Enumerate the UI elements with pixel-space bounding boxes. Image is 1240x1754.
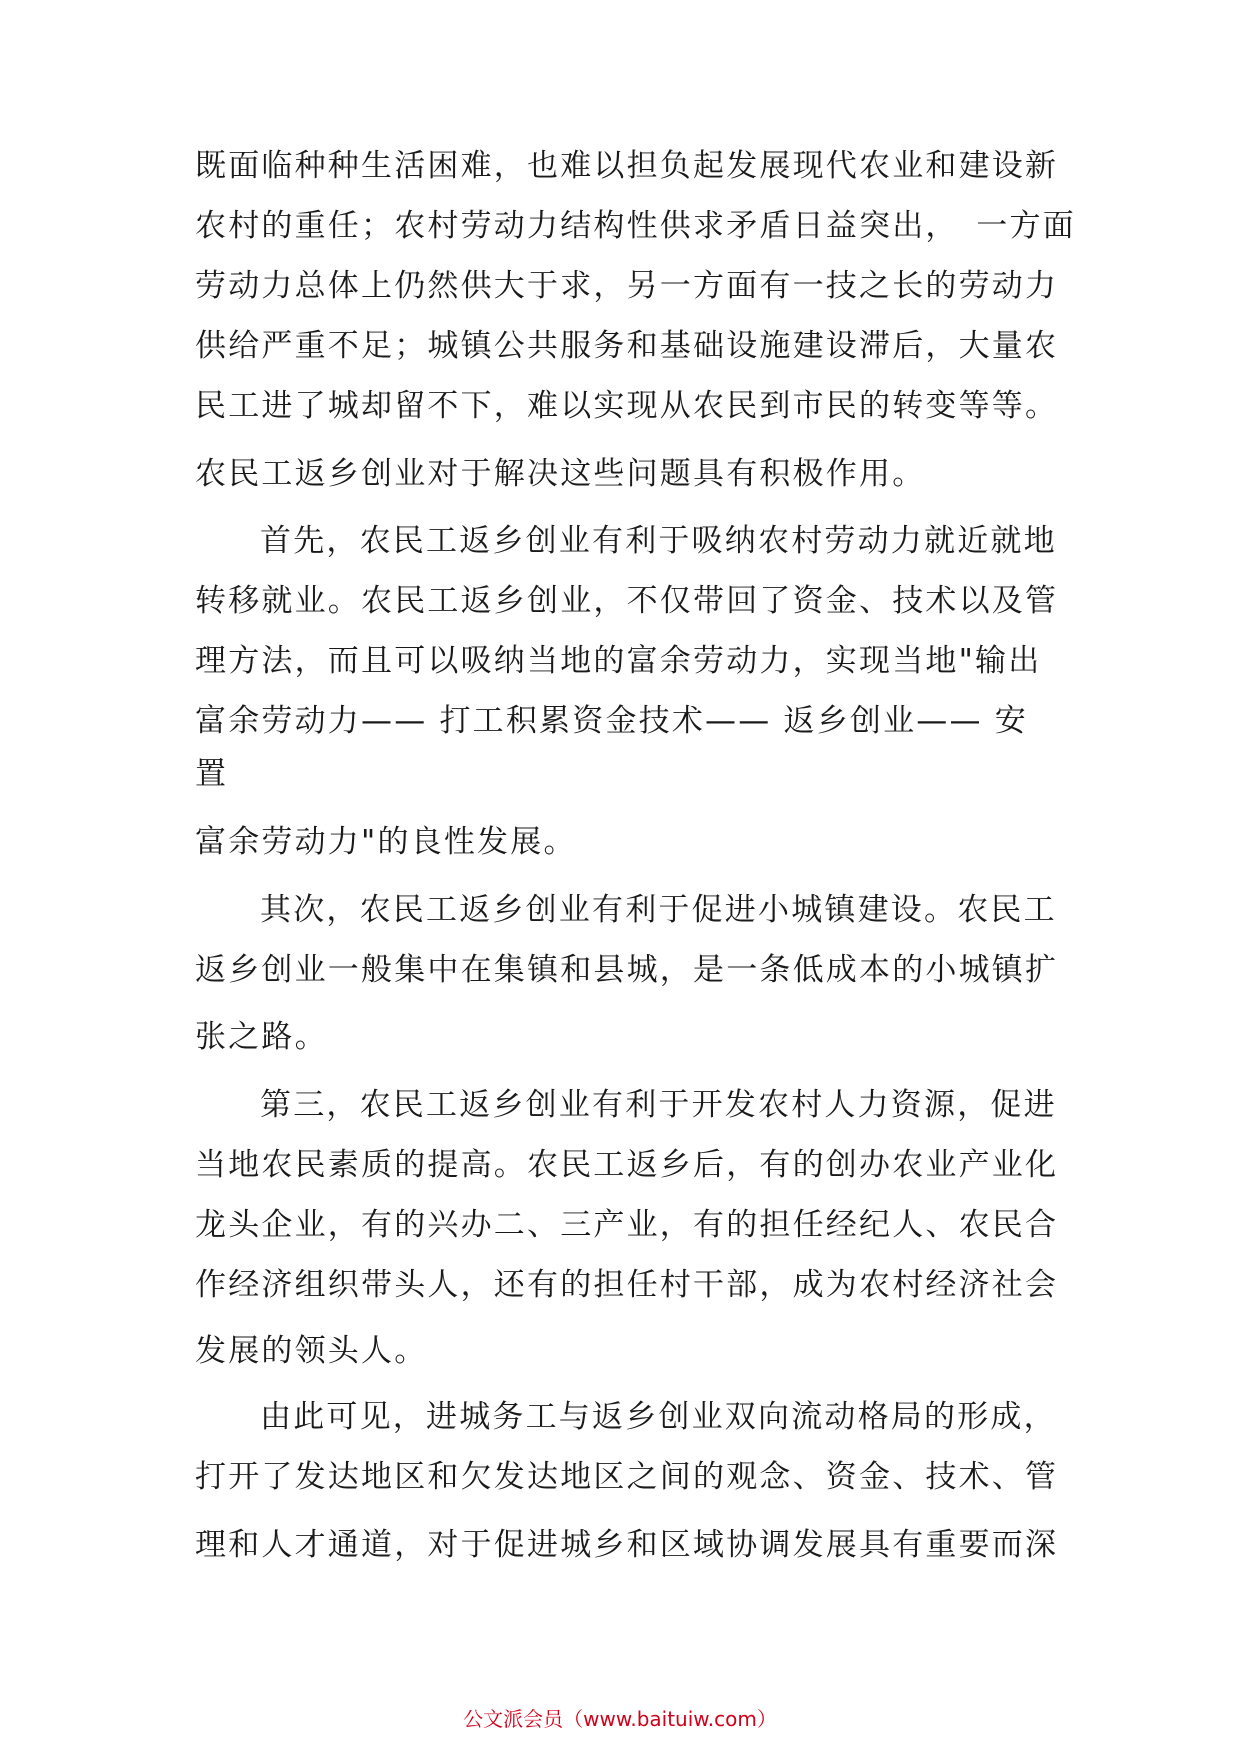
body-line: 当地农民素质的提高。农民工返乡后，有的创办农业产业化 [195, 1147, 1059, 1183]
body-line: 打开了发达地区和欠发达地区之间的观念、资金、技术、管 [195, 1459, 1059, 1495]
body-line: 发展的领头人。 [195, 1333, 428, 1369]
body-line: 返乡创业一般集中在集镇和县城，是一条低成本的小城镇扩 [195, 952, 1059, 988]
body-line: 转移就业。农民工返乡创业，不仅带回了资金、技术以及管 [195, 583, 1059, 619]
body-line: 富余劳动力—— 打工积累资金技术—— 返乡创业—— 安 [195, 703, 1028, 739]
body-line: 农民工返乡创业对于解决这些问题具有积极作用。 [195, 456, 926, 492]
body-line: 农村的重任；农村劳动力结构性供求矛盾日益突出， 一方面 [195, 208, 1076, 244]
paragraph-first-line: 其次，农民工返乡创业有利于促进小城镇建设。农民工 [260, 892, 1057, 928]
body-line: 龙头企业，有的兴办二、三产业，有的担任经纪人、农民合 [195, 1207, 1059, 1243]
footer-watermark-link[interactable]: 公文派会员（www.baituiw.com） [463, 1707, 777, 1731]
body-line: 供给严重不足；城镇公共服务和基础设施建设滞后，大量农 [195, 328, 1059, 364]
body-line: 张之路。 [195, 1019, 328, 1055]
body-line: 劳动力总体上仍然供大于求，另一方面有一技之长的劳动力 [195, 268, 1059, 304]
body-line: 既面临种种生活困难，也难以担负起发展现代农业和建设新 [195, 148, 1059, 184]
paragraph-first-line: 由此可见，进城务工与返乡创业双向流动格局的形成， [260, 1399, 1057, 1435]
body-line: 作经济组织带头人，还有的担任村干部，成为农村经济社会 [195, 1267, 1059, 1303]
paragraph-first-line: 首先，农民工返乡创业有利于吸纳农村劳动力就近就地 [260, 523, 1057, 559]
body-line: 理和人才通道，对于促进城乡和区域协调发展具有重要而深 [195, 1527, 1059, 1563]
body-line: 民工进了城却留不下，难以实现从农民到市民的转变等等。 [195, 388, 1059, 424]
body-line: 置 [195, 756, 229, 792]
body-line: 理方法，而且可以吸纳当地的富余劳动力，实现当地"输出 [195, 643, 1042, 679]
paragraph-first-line: 第三，农民工返乡创业有利于开发农村人力资源，促进 [260, 1087, 1057, 1123]
body-line: 富余劳动力"的良性发展。 [195, 824, 577, 860]
